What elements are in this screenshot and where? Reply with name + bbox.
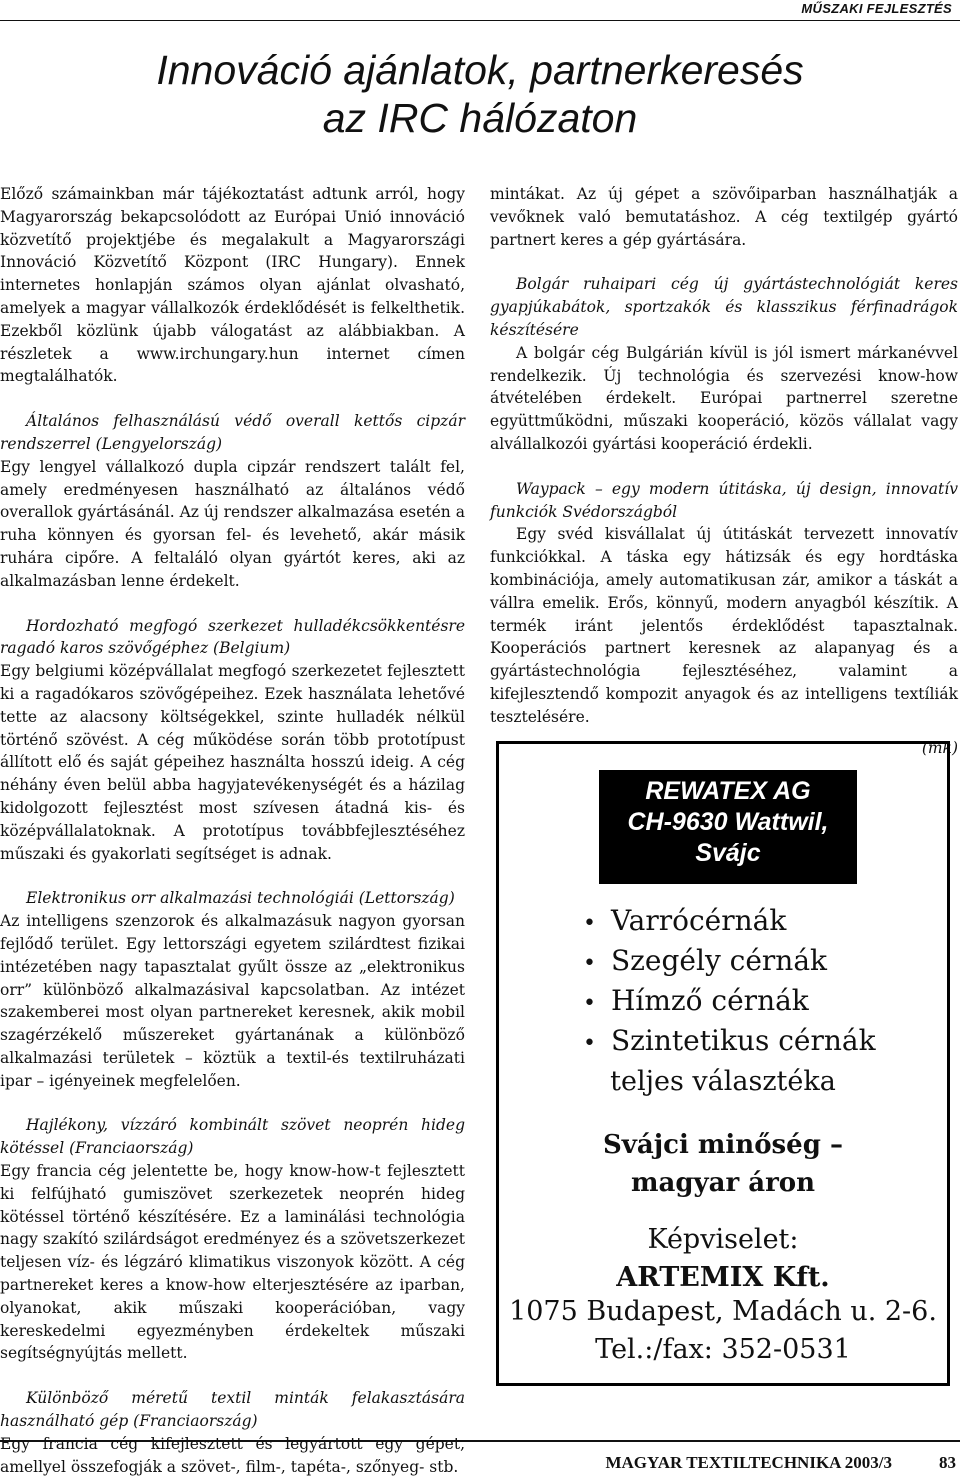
- item-body: Egy francia cég jelentette be, hogy know-how-t fejlesztett ki felfújható gumiszövet szerkezetek neoprén hideg kötéssel történő készítésére. Ez a laminálási technológia nagy szakító szilárdságot eredményez és a szövetszerkezet teljesen víz- és légzáró klimatikus viszonyok között. A cég partnereket keres a know-how elterjesztésére az iparban, olyanokat, akik műszaki kooperációban, vagy kereskedelmi egyezményben érdekeltek műszaki segítségnyújtás mellett.: [0, 1162, 465, 1363]
- item-body: Egy svéd kisvállalat új útitáskát tervezett innovatív funkciókkal. A táska egy hátizsák és egy hordtáska kombinációja, amely automatikusan zár, amikor a táskát a vállra emelik. Erős, könnyű, modern anyagból készítik. A termék iránt jelentős érdeklődést tapasztalnak. Kooperációs partnert keresnek az alapanyag és a gyártástechnológia fejlesztéséhez, valamint a kifejlesztendő kompozit anyagok és az intelligens textíliák tesztelésére.: [490, 525, 958, 726]
- item-heading: Különböző méretű textil minták felakasztására használható gép (Franciaország): [0, 1389, 465, 1431]
- header-rule: [0, 20, 960, 21]
- ad-representative-name: ARTEMIX Kft.: [616, 1262, 830, 1293]
- advertisement: [496, 741, 950, 1386]
- bullet-icon: •: [583, 951, 596, 976]
- list-item: [583, 942, 876, 982]
- list-item: [583, 1022, 876, 1062]
- ad-phone: Tel.:/fax: 352-0531: [595, 1334, 851, 1365]
- item-body: Egy belgiumi középvállalat megfogó szerkezetet fejlesztett ki a ragadókaros szövőgépeihez. Ezek használata lehetővé tette az alacsony költségekkel, szinte hulladék nélkül történő szövést. A cég működése során több prototípust állított elő és saját gépeihez használta hosszú ideig. A cég néhány éven belül abba hagyjatevékenységét és a házilag kidolgozott fejlesztést most szívesen átadná kis- és középvállalatoknak. A prototípus továbbfejlesztéséhez műszaki és gyakorlati segítséget is adnak.: [0, 662, 465, 863]
- ad-company-city: CH-9630 Wattwil,: [627, 808, 829, 836]
- list-item: [583, 982, 876, 1022]
- left-column: [0, 183, 465, 1478]
- product-name: Hímző cérnák: [611, 984, 809, 1017]
- list-item: [583, 902, 876, 942]
- product-name: Szegély cérnák: [611, 944, 828, 977]
- ad-quality-line-1: Svájci minőség –: [603, 1130, 843, 1160]
- article-title: [0, 46, 960, 142]
- page-number: 83: [939, 1453, 956, 1472]
- item-heading: Elektronikus orr alkalmazási technológiái (Lettország): [26, 889, 455, 908]
- item-heading: Waypack – egy modern útitáska, új design, innovatív funkciók Svédországból: [490, 479, 958, 521]
- item-body: Egy lengyel vállalkozó dupla cipzár rendszert talált fel, amely eredményesen használható az általános védő overallok gyártásánál. Az új rendszer alkalmazása esetén a ruha könnyen és gyorsan fel- és levehető, akár másik ruhára cipőre. A feltaláló olyan gyártót keres, aki az alkalmazásban lenne érdekelt.: [0, 457, 465, 590]
- product-name: Szintetikus cérnák: [611, 1024, 876, 1057]
- bullet-icon: •: [583, 991, 596, 1016]
- ad-company-name: REWATEX AG: [645, 777, 811, 805]
- ad-representative-label: Képviselet:: [647, 1224, 799, 1255]
- section-label: MŰSZAKI FEJLESZTÉS: [801, 1, 952, 16]
- continuation-paragraph: mintákat. Az új gépet a szövőiparban használhatják a vevőknek való bemutatáshoz. A cég textilgép gyártó partnert keres a gép gyártására.: [490, 185, 958, 249]
- bullet-icon: •: [583, 1031, 596, 1056]
- intro-paragraph: Előző számainkban már tájékoztatást adtunk arról, hogy Magyarország bekapcsolódott az Európai Unió innováció közvetítő projektjébe és megalakult a Magyarországi Innováció Közvetítő Központ (IRC Hungary). Ennek internetes honlapján számos olyan ajánlat olvasható, amelyek a magyar vállalkozók érdeklődését is felkelthetik. Ezekből közlünk újabb válogatást az alábbiakban. A részletek a www.irchungary.hun internet címen megtalálhatók.: [0, 185, 465, 386]
- item-heading: Bolgár ruhaipari cég új gyártástechnológiát keres gyapjúkabátok, sportzakók és klasszikus férfinadrágok készítésére: [490, 275, 958, 339]
- ad-product-list: [583, 902, 876, 1062]
- journal-name: MAGYAR TEXTILTECHNIKA 2003/3: [605, 1453, 892, 1472]
- ad-company-country: Svájc: [695, 839, 761, 867]
- title-line-2: az IRC hálózaton: [322, 95, 638, 141]
- product-name: Varrócérnák: [611, 904, 787, 937]
- right-column: [490, 183, 958, 759]
- bullet-icon: •: [583, 911, 596, 936]
- item-heading: Hajlékony, vízzáró kombinált szövet neoprén hideg kötéssel (Franciaország): [0, 1116, 465, 1158]
- ad-quality-line-2: magyar áron: [630, 1168, 816, 1198]
- ad-choice-text: teljes választéka: [610, 1066, 836, 1097]
- ad-company-banner: [599, 770, 857, 884]
- title-line-1: Innováció ajánlatok, partnerkeresés: [156, 47, 804, 93]
- item-body: A bolgár cég Bulgárián kívül is jól ismert márkanévvel rendelkezik. Új technológia és szervezési know-how átvételében érdekelt. Európai partnerrel szeretne együttműködni, műszaki kooperáció, közös vállalat vagy alvállalkozói gyártási kooperáció érdekli.: [490, 343, 958, 453]
- page-footer: [0, 1440, 960, 1473]
- item-heading: Hordozható megfogó szerkezet hulladékcsökkentésre ragadó karos szövőgéphez (Belgium): [0, 616, 465, 658]
- ad-address: 1075 Budapest, Madách u. 2-6.: [509, 1296, 937, 1327]
- item-body: Egy francia cég kifejlesztett és legyártott egy gépet, amellyel összefogják a szövet-, film-, tapéta-, szőnyeg- stb.: [0, 1434, 465, 1476]
- item-body: Az intelligens szenzorok és alkalmazásuk nagyon gyorsan fejlődő terület. Egy lettországi egyetem szilárdtest fizikai intézetében nagy tapasztalat gyűlt össze az „elektronikus orr” különböző alkalmazásival kapcsolatban. Az intézet szakemberei most olyan partnereket keresnek, akik mobil szagérzékelő műszereket gyártanának a különböző alkalmazási területek – köztük a textil-és textilruházati ipar – igényeinek megfelelően.: [0, 912, 465, 1090]
- item-heading: Általános felhasználású védő overall kettős cipzár rendszerrel (Lengyelország): [0, 412, 465, 453]
- author-signature: (mk): [921, 738, 958, 757]
- ad-quality-slogan: [499, 1126, 947, 1202]
